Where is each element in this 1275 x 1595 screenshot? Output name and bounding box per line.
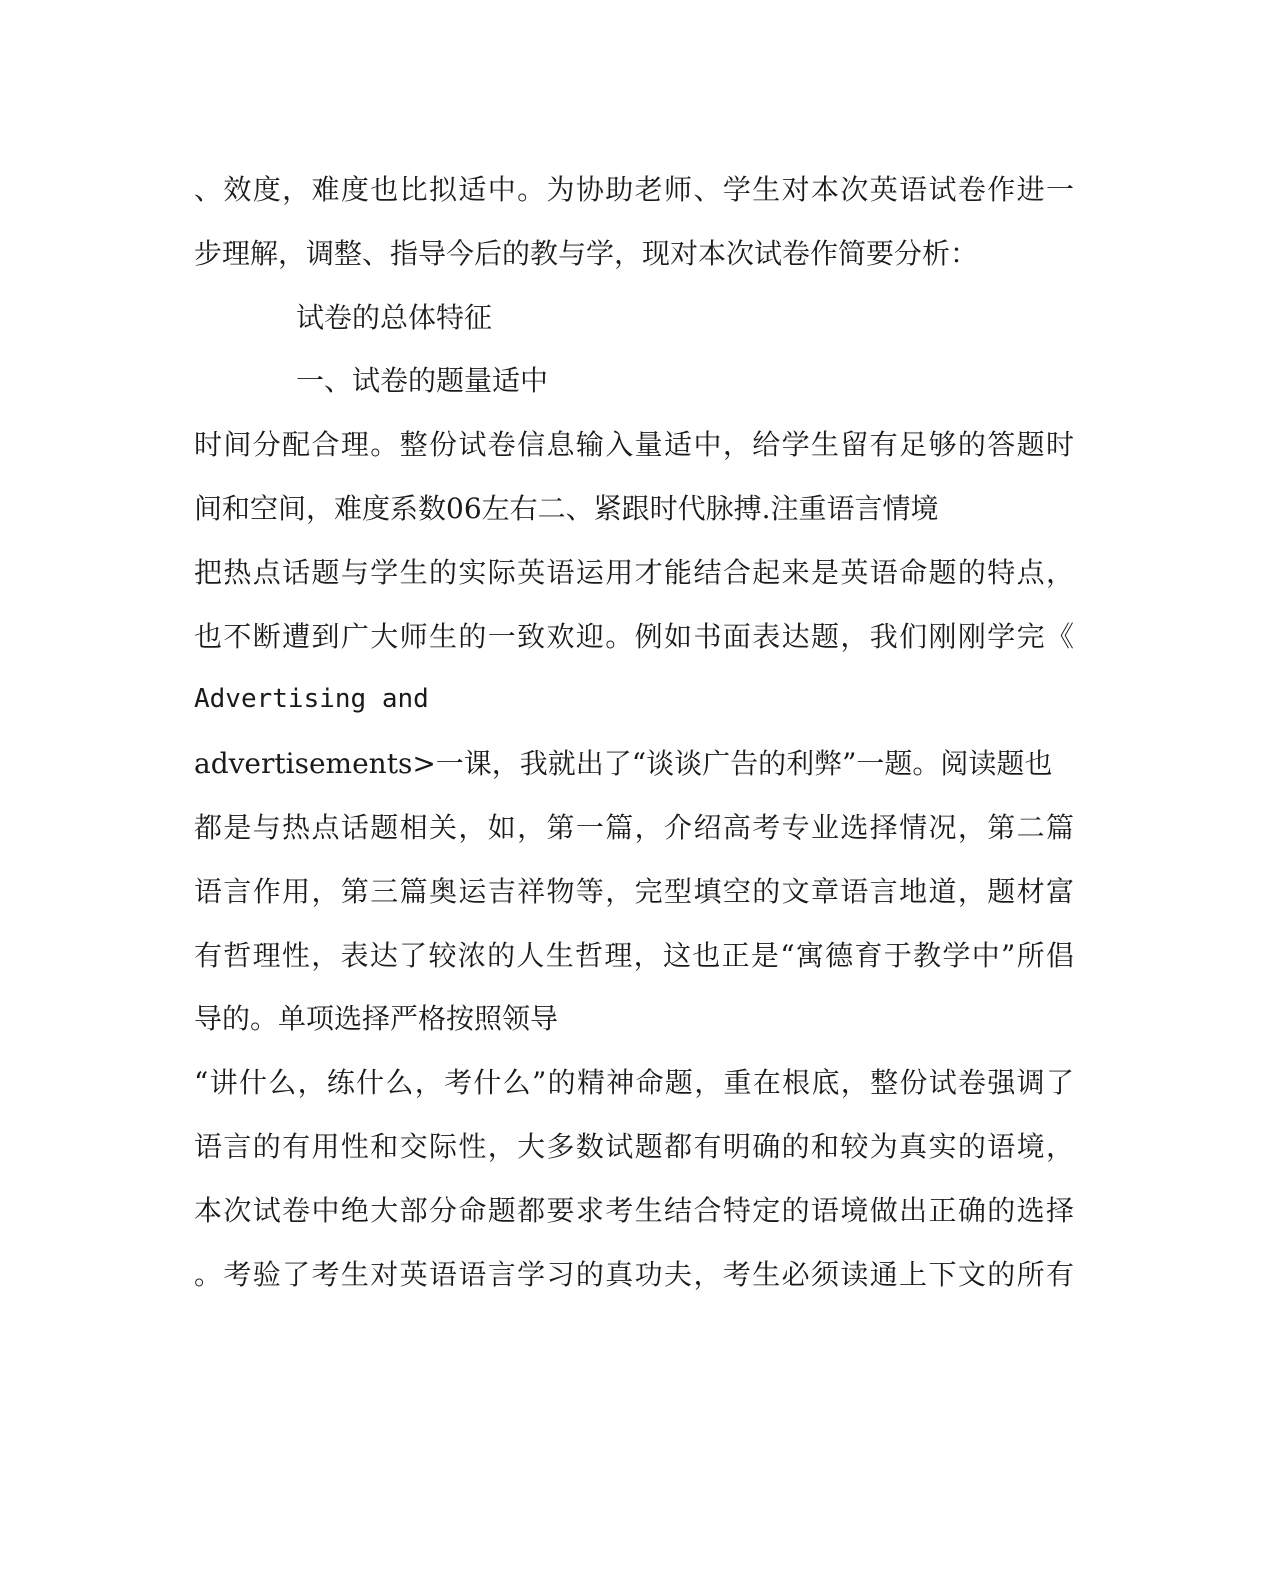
text-line: 语言作用，第三篇奥运吉祥物等，完型填空的文章语言地道，题材富 bbox=[194, 874, 1074, 908]
text-line: 、效度，难度也比拟适中。为协助老师、学生对本次英语试卷作进一 bbox=[194, 173, 1074, 206]
subsection-heading: 一、试卷的题量适中 bbox=[296, 364, 549, 398]
text-line: 导的。单项选择严格按照领导 bbox=[194, 1002, 559, 1036]
document-body bbox=[194, 158, 1074, 1306]
text-line: 时间分配合理。整份试卷信息输入量适中，给学生留有足够的答题时 bbox=[194, 428, 1074, 462]
text-line: 步理解，调整、指导今后的教与学，现对本次试卷作简要分析： bbox=[194, 236, 979, 270]
text-line: “讲什么，练什么，考什么”的精神命题，重在根底，整份试卷强调了 bbox=[194, 1066, 1074, 1100]
section-heading: 试卷的总体特征 bbox=[296, 300, 493, 334]
text-line: 间和空间，难度系数06左右二、紧跟时代脉搏.注重语言情境 bbox=[194, 491, 939, 525]
text-line: 也不断遭到广大师生的一致欢迎。例如书面表达题，我们刚刚学完《 bbox=[194, 619, 1074, 653]
text-line: 语言的有用性和交际性，大多数试题都有明确的和较为真实的语境， bbox=[194, 1129, 1074, 1163]
text-line: advertisements>一课，我就出了“谈谈广告的利弊”一题。阅读题也 bbox=[194, 747, 1053, 781]
text-line: 。考验了考生对英语语言学习的真功夫，考生必须读通上下文的所有 bbox=[194, 1257, 1074, 1291]
text-line: 都是与热点话题相关，如，第一篇，介绍高考专业选择情况，第二篇 bbox=[194, 810, 1074, 844]
text-line: 把热点话题与学生的实际英语运用才能结合起来是英语命题的特点， bbox=[194, 555, 1074, 589]
text-line: 有哲理性，表达了较浓的人生哲理，这也正是“寓德育于教学中”所倡 bbox=[194, 938, 1074, 972]
text-line: Advertising and bbox=[194, 684, 429, 715]
text-line: 本次试卷中绝大部分命题都要求考生结合特定的语境做出正确的选择 bbox=[194, 1193, 1074, 1227]
